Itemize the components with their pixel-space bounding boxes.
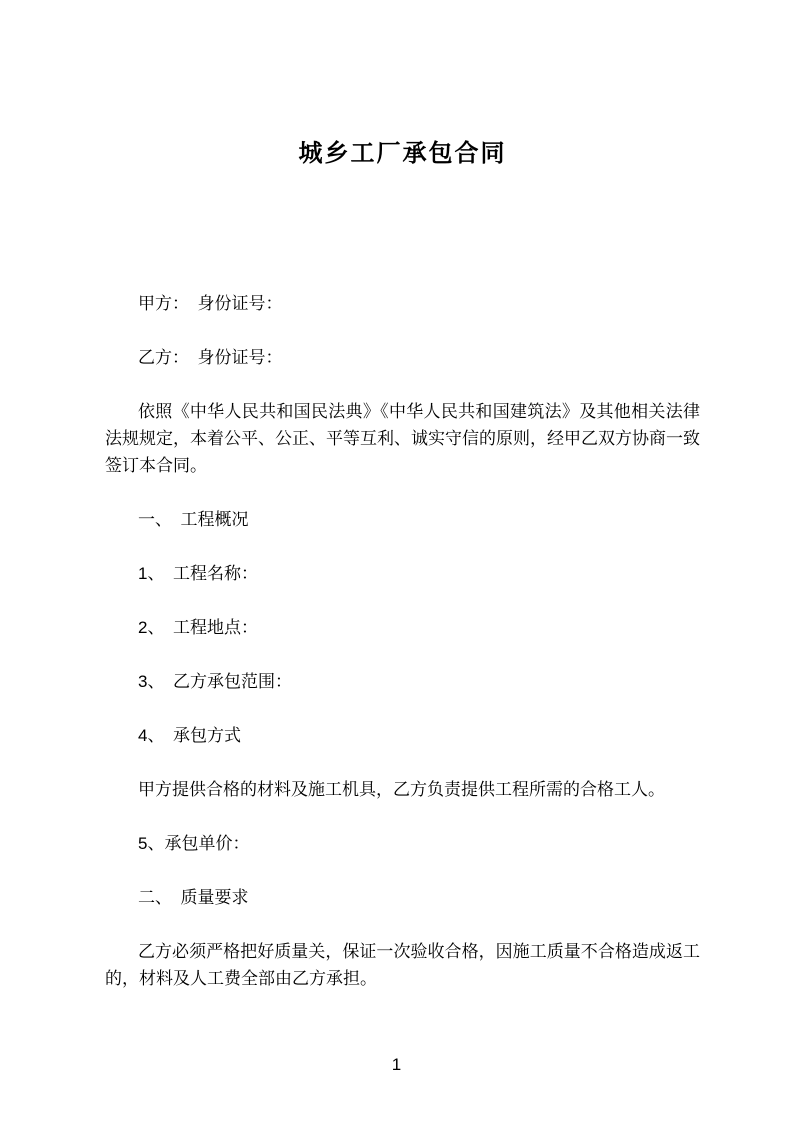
- document-title: 城乡工厂承包合同: [298, 140, 507, 167]
- clause-project-location: 2、 工程地点：: [138, 618, 258, 637]
- section-1-heading: 一、 工程概况: [138, 510, 249, 529]
- quality-requirement-paragraph: 乙方必须严格把好质量关，保证一次验收合格，因施工质量不合格造成返工的，材料及人工费全部由乙方承担。: [105, 942, 700, 988]
- clause-unit-price: 5、承包单价：: [138, 834, 250, 853]
- clause-project-name: 1、 工程名称：: [138, 564, 258, 583]
- party-b-line: 乙方： 身份证号：: [138, 348, 283, 367]
- clause-contract-method-detail: 甲方提供合格的材料及施工机具，乙方负责提供工程所需的合格工人。: [138, 780, 665, 799]
- page-number: 1: [391, 1055, 402, 1074]
- preamble-paragraph: 依照《中华人民共和国民法典》《中华人民共和国建筑法》及其他相关法律法规规定，本着公平、公正、平等互利、诚实守信的原则，经甲乙双方协商一致签订本合同。: [105, 402, 700, 475]
- clause-contract-method: 4、 承包方式: [138, 726, 241, 745]
- section-2-heading: 二、 质量要求: [138, 888, 249, 907]
- party-a-line: 甲方： 身份证号：: [138, 294, 283, 313]
- clause-contract-scope: 3、 乙方承包范围：: [138, 672, 292, 691]
